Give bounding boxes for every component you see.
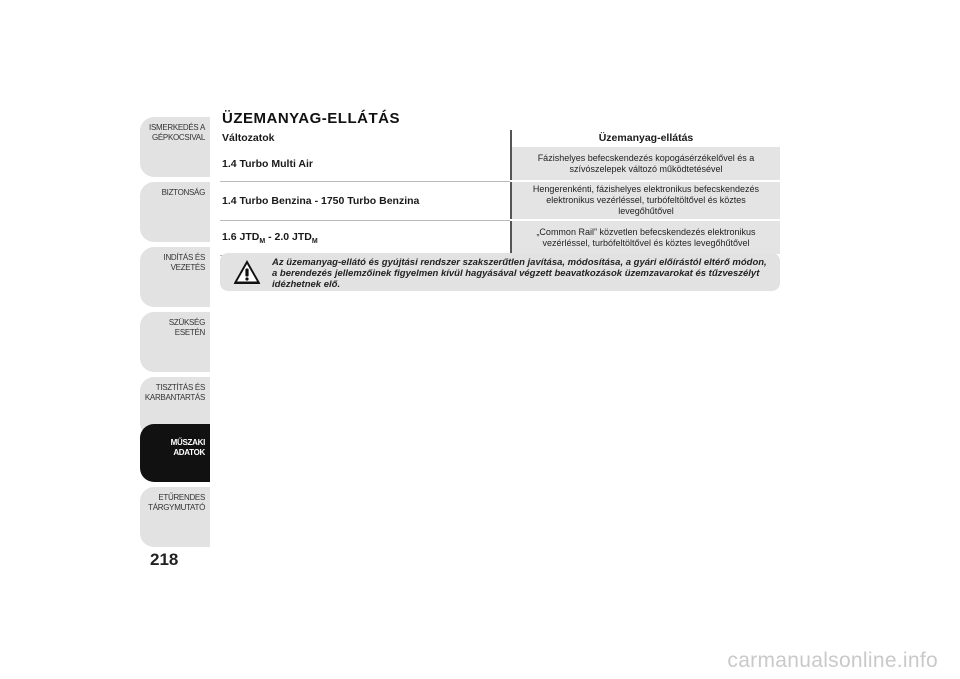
sidebar-tab-label: MŰSZAKI ADATOK <box>170 438 205 457</box>
sidebar-tab-label: SZÜKSÉG ESETÉN <box>168 318 205 337</box>
sidebar-tab-label: BIZTONSÁG <box>161 188 205 197</box>
variant-cell <box>220 220 511 255</box>
table-row <box>220 181 780 220</box>
page-title: ÜZEMANYAG-ELLÁTÁS <box>222 110 400 127</box>
sidebar-tab-ismerkedes[interactable] <box>140 117 210 177</box>
warning-triangle-icon <box>233 259 261 285</box>
page-number: 218 <box>150 550 179 569</box>
table-header-row <box>220 130 780 147</box>
variant-cell: 1.4 Turbo Benzina - 1750 Turbo Benzina <box>220 181 511 220</box>
sidebar-tab-biztonsag[interactable] <box>140 182 210 242</box>
variant-subscript: M <box>311 237 318 245</box>
header-variants: Változatok <box>222 132 275 144</box>
header-fuel-supply: Üzemanyag-ellátás <box>511 130 780 147</box>
supply-cell: Fázishelyes befecskendezés kopogásérzékelővel és a szívószelepek változó működtetésével <box>511 147 780 182</box>
sidebar-tab-szukseg[interactable] <box>140 312 210 372</box>
fuel-supply-table <box>220 130 780 256</box>
sidebar-tab-inditas[interactable] <box>140 247 210 307</box>
supply-cell: Hengerenkénti, fázishelyes elektronikus befecskendezés elektronikus vezérléssel, turbófeltöltővel és köztes levegőhűtővel <box>511 181 780 220</box>
variant-text: 1.6 JTD <box>222 230 260 243</box>
warning-text: Az üzemanyag-ellátó és gyújtási rendszer szakszerűtlen javítása, módosítása, a gyári előírástól eltérő módon, a berendezés jellemzőinek figyelmen kívül hagyásával végzett beavatkozások üzemzavarokat és tűzveszélyt idézhetnek elő. <box>272 257 767 290</box>
variant-subscript: M <box>259 237 266 245</box>
sidebar-tab-muszaki-adatok[interactable] <box>140 424 210 482</box>
table-row <box>220 220 780 255</box>
sidebar-tab-targymutato[interactable] <box>140 487 210 547</box>
supply-cell: „Common Rail” közvetlen befecskendezés elektronikus vezérléssel, turbófeltöltővel és köztes levegőhűtővel <box>511 220 780 255</box>
variant-text: - 2.0 JTD <box>265 230 312 243</box>
sidebar-tab-label: ETŰRENDES TÁRGYMUTATÓ <box>148 493 205 512</box>
sidebar-tab-label: TISZTÍTÁS ÉS KARBANTARTÁS <box>144 383 205 402</box>
table-row <box>220 147 780 182</box>
warning-box <box>220 253 780 291</box>
sidebar-tab-label: INDÍTÁS ÉS VEZETÉS <box>163 253 205 272</box>
variant-cell: 1.4 Turbo Multi Air <box>220 147 511 182</box>
sidebar-tab-label: ISMERKEDÉS A GÉPKOCSIVAL <box>149 123 205 142</box>
watermark: carmanualsonline.info <box>727 649 938 672</box>
